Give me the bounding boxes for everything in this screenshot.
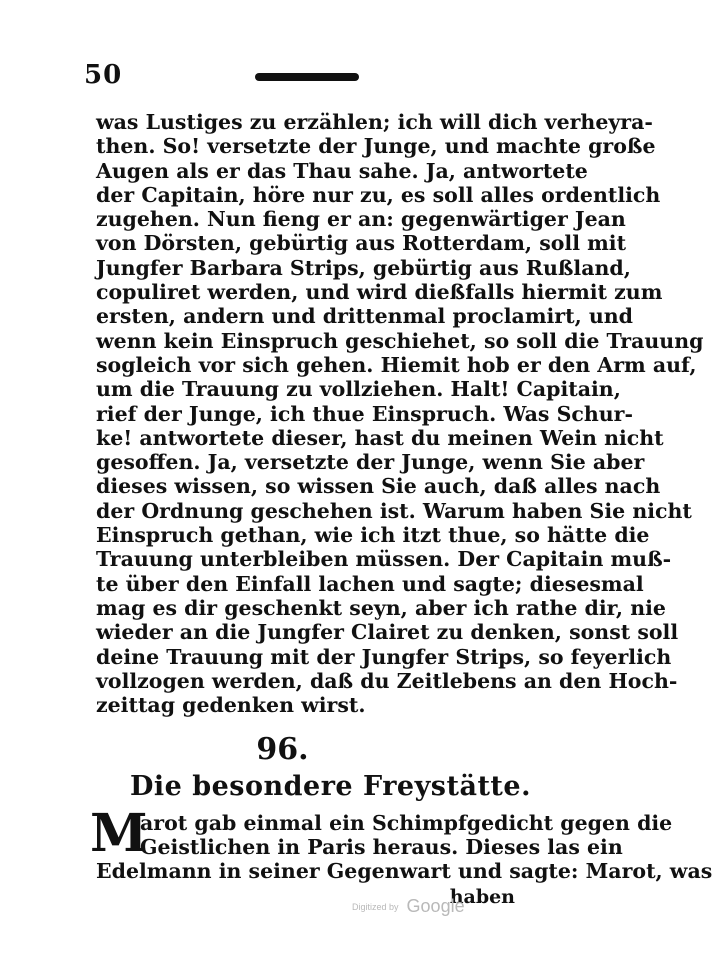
page-number: 50 xyxy=(84,60,123,90)
text-line: Jungfer Barbara Strips, gebürtig aus Rußland, xyxy=(96,255,631,280)
text-line: wieder an die Jungfer Clairet zu denken, sonst soll xyxy=(96,620,679,645)
text-line: arot gab einmal ein Schimpfgedicht gegen die xyxy=(140,811,673,835)
text-line: deine Trauung mit der Jungfer Strips, so feyerlich xyxy=(96,644,672,669)
text-line: von Dörsten, gebürtig aus Rotterdam, soll mit xyxy=(96,231,627,256)
story-text-third-line xyxy=(96,859,712,883)
text-line: copuliret werden, und wird dießfalls hiermit zum xyxy=(96,280,663,305)
text-line: gesoffen. Ja, versetzte der Junge, wenn Sie aber xyxy=(96,450,645,475)
text-line: mag es dir geschenkt seyn, aber ich rathe dir, nie xyxy=(96,595,666,620)
text-line: dieses wissen, so wissen Sie auch, daß alles nach xyxy=(96,474,661,499)
story-number: 96. xyxy=(256,732,309,767)
text-line: vollzogen werden, daß du Zeitlebens an den Hoch- xyxy=(96,668,678,693)
header-rule xyxy=(255,73,359,81)
digitization-watermark xyxy=(352,896,465,917)
text-line: ersten, andern und drittenmal proclamirt, und xyxy=(96,304,633,329)
text-line: rief der Junge, ich thue Einspruch. Was Schur- xyxy=(96,401,633,426)
text-line: wenn kein Einspruch geschiehet, so soll die Trauung xyxy=(96,328,704,353)
text-line: Augen als er das Thau sahe. Ja, antwortete xyxy=(96,158,588,183)
catchword: haben xyxy=(449,886,515,908)
text-line: Trauung unterbleiben müssen. Der Capitain muß- xyxy=(96,547,672,572)
text-line: was Lustiges zu erzählen; ich will dich verheyra- xyxy=(96,110,653,134)
story-text-second-line xyxy=(140,835,623,859)
text-line: ke! antwortete dieser, hast du meinen Wein nicht xyxy=(96,425,664,450)
text-line: zeittag gedenken wirst. xyxy=(96,693,366,718)
watermark-brand: Google xyxy=(406,896,465,916)
text-line: der Ordnung geschehen ist. Warum haben Sie nicht xyxy=(96,498,692,523)
watermark-prefix: Digitized by xyxy=(352,902,399,913)
body-text xyxy=(96,110,704,718)
text-line: zugehen. Nun fieng er an: gegenwärtiger Jean xyxy=(96,207,626,232)
text-line: sogleich vor sich gehen. Hiemit hob er den Arm auf, xyxy=(96,352,697,377)
text-line: then. So! versetzte der Junge, und machte große xyxy=(96,134,656,159)
text-line: Edelmann in seiner Gegenwart und sagte: Marot, was xyxy=(96,859,712,883)
text-line: Geistlichen in Paris heraus. Dieses las ein xyxy=(140,835,623,859)
story-title: Die besondere Freystätte. xyxy=(130,771,531,802)
story-text-first-line xyxy=(140,811,673,835)
text-line: um die Trauung zu vollziehen. Halt! Capitain, xyxy=(96,377,621,402)
text-line: te über den Einfall lachen und sagte; diesesmal xyxy=(96,571,644,596)
dropcap: M xyxy=(90,803,148,864)
text-line: der Capitain, höre nur zu, es soll alles ordentlich xyxy=(96,182,661,207)
text-line: Einspruch gethan, wie ich itzt thue, so hätte die xyxy=(96,523,650,548)
